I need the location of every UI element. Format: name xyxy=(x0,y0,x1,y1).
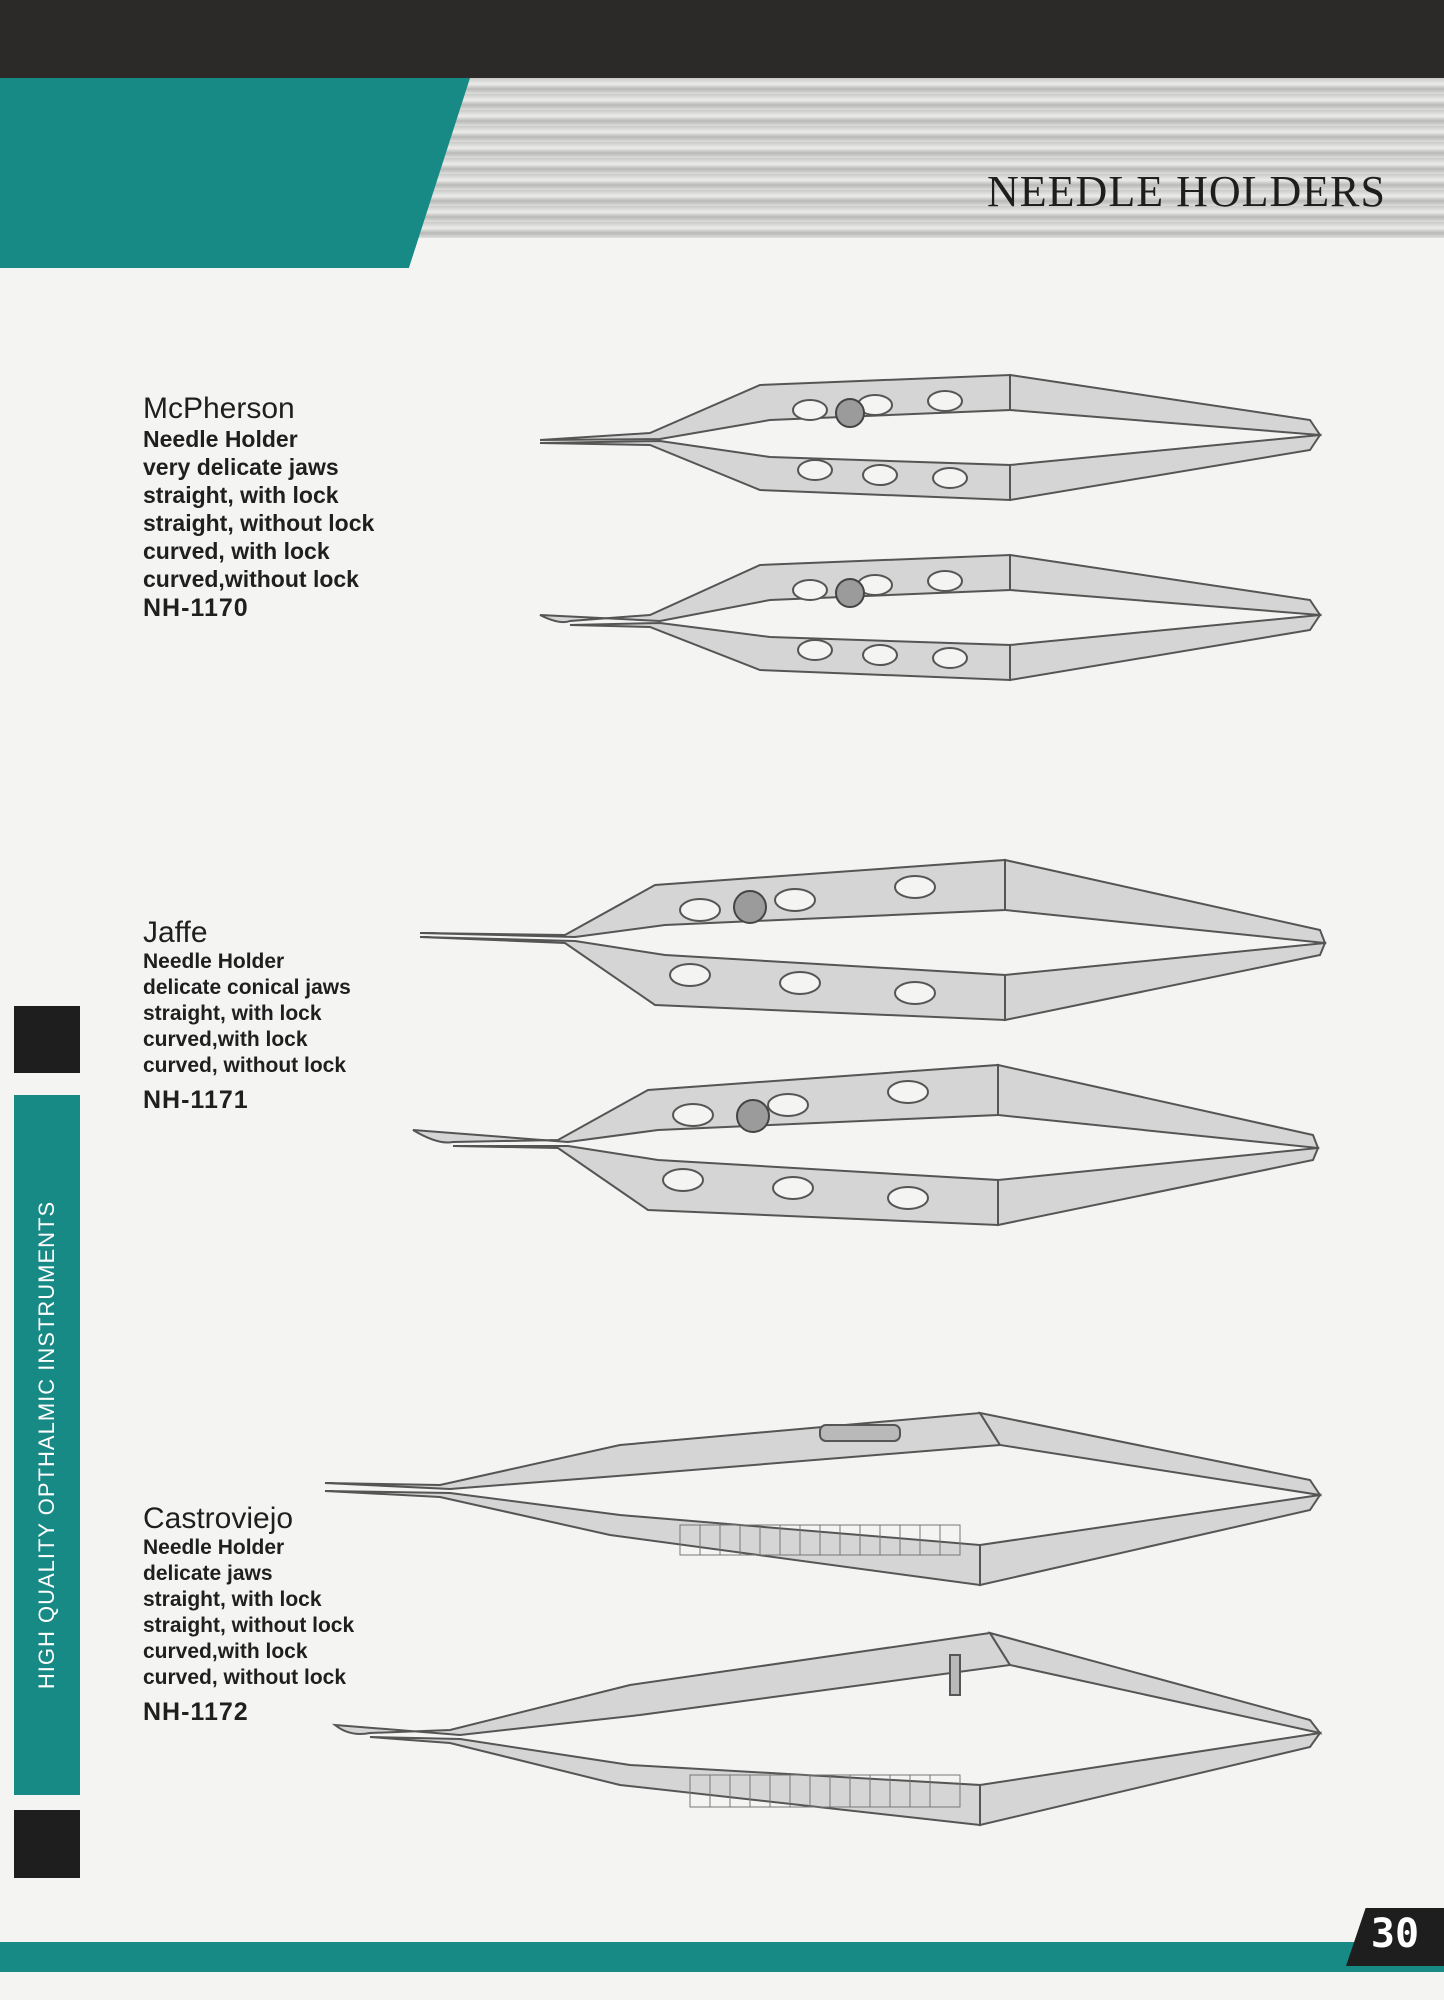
product-desc-line: curved,with lock xyxy=(143,1640,308,1663)
footer-teal-bar xyxy=(0,1942,1444,1972)
page-title: NEEDLE HOLDERS xyxy=(987,167,1386,216)
product-desc-line: straight, with lock xyxy=(143,1588,322,1611)
mcpherson-curved-image xyxy=(530,545,1330,685)
product-desc-line: straight, with lock xyxy=(143,1002,322,1025)
product-desc-line: curved, with lock xyxy=(143,538,330,564)
product-desc-line: Needle Holder xyxy=(143,1536,285,1559)
product-desc-line: delicate conical jaws xyxy=(143,976,351,999)
product-desc-line: curved,without lock xyxy=(143,566,359,592)
sidebar-dark-block-top xyxy=(14,1006,80,1073)
product-code: NH-1171 xyxy=(143,1086,249,1114)
product-desc-line: straight, without lock xyxy=(143,1614,355,1637)
product-code: NH-1170 xyxy=(143,594,249,622)
product-desc-line: very delicate jaws xyxy=(143,454,339,480)
product-desc-line: curved, without lock xyxy=(143,1054,347,1077)
castroviejo-curved-image xyxy=(330,1625,1330,1835)
product-desc-line: curved,with lock xyxy=(143,1028,308,1051)
mcpherson-straight-image xyxy=(530,365,1330,505)
product-jaffe xyxy=(143,917,351,1115)
product-code: NH-1172 xyxy=(143,1698,249,1726)
product-name: Jaffe xyxy=(143,916,208,949)
product-desc-line: curved, without lock xyxy=(143,1666,347,1689)
product-desc-line: straight, with lock xyxy=(143,482,339,508)
castroviejo-straight-image xyxy=(320,1405,1330,1590)
sidebar-label: HIGH QUALITY OPTHALMIC INSTRUMENTS xyxy=(34,1200,59,1690)
product-desc-line: Needle Holder xyxy=(143,426,298,452)
sidebar-dark-block-bottom xyxy=(14,1810,80,1878)
product-desc-line: delicate jaws xyxy=(143,1562,273,1585)
product-desc-line: Needle Holder xyxy=(143,950,285,973)
product-name: McPherson xyxy=(143,392,295,425)
product-name: Castroviejo xyxy=(143,1502,294,1535)
jaffe-curved-image xyxy=(408,1060,1328,1230)
product-desc-line: straight, without lock xyxy=(143,510,375,536)
header-teal-tab xyxy=(0,78,470,268)
top-dark-bar xyxy=(0,0,1444,78)
product-mcpherson xyxy=(143,393,374,623)
jaffe-straight-image xyxy=(415,855,1335,1025)
page-number: 30 xyxy=(1370,1911,1420,1957)
